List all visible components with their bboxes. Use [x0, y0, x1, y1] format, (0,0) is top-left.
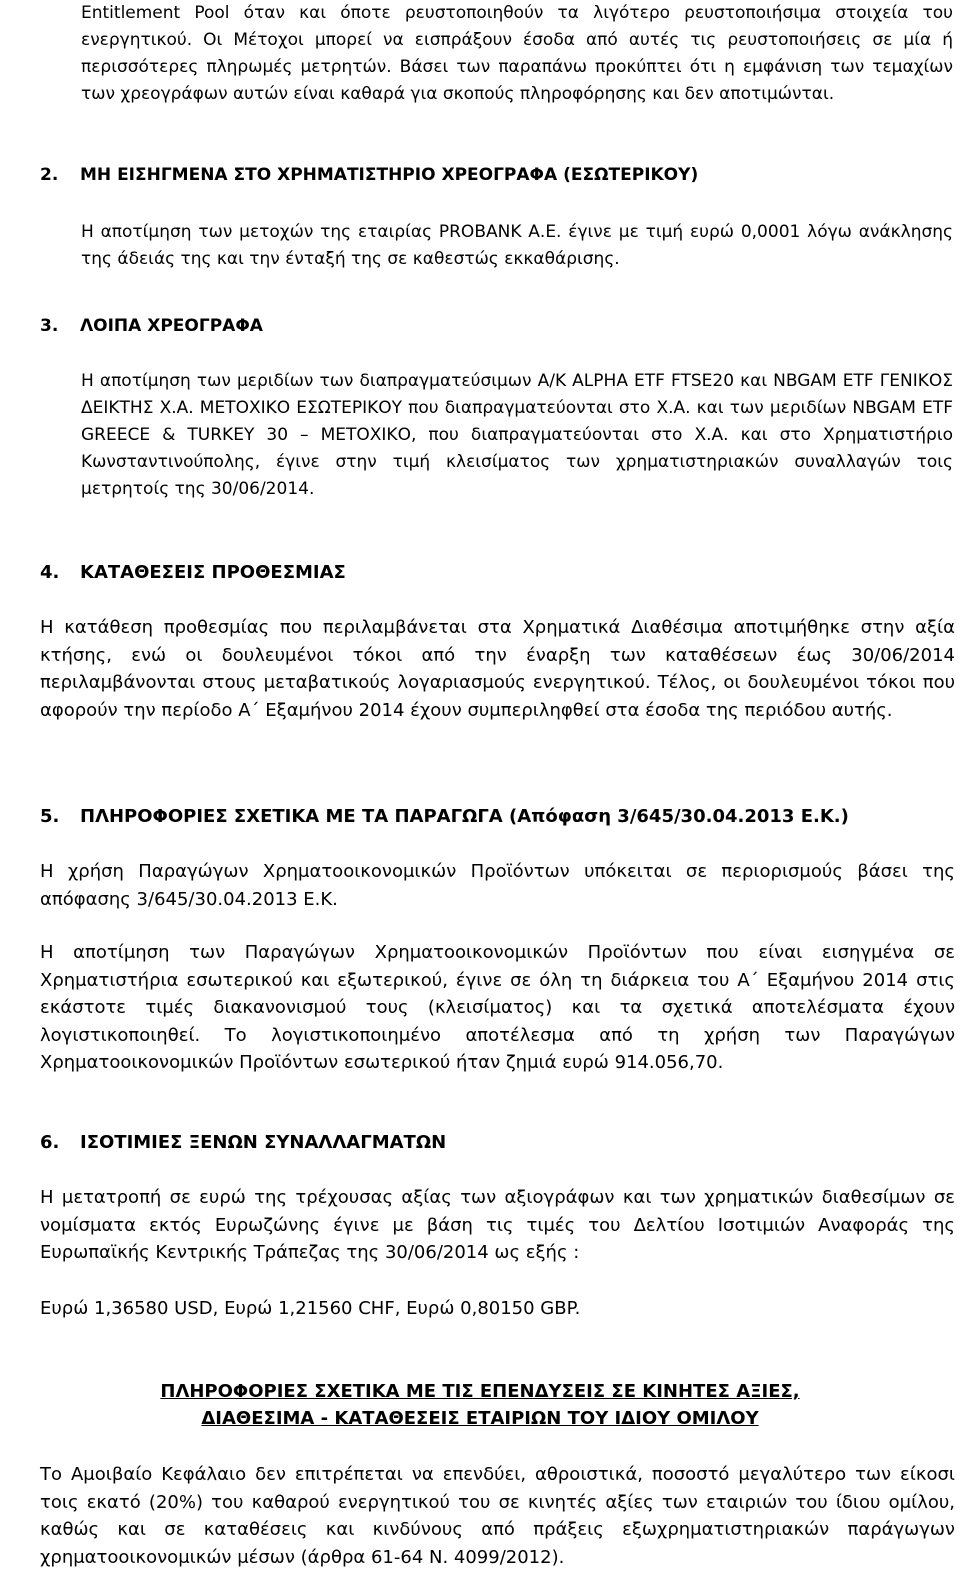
section-6-paragraph-2: Ευρώ 1,36580 USD, Ευρώ 1,21560 CHF, Ευρώ 0,80150 GBP.: [40, 1298, 581, 1319]
section-title: ΠΛΗΡΟΦΟΡΙΕΣ ΣΧΕΤΙΚΑ ΜΕ ΤΑ ΠΑΡΑΓΩΓΑ (Απόφαση 3/645/30.04.2013 Ε.Κ.): [80, 806, 849, 827]
section-title: ΜΗ ΕΙΣΗΓΜΕΝΑ ΣΤΟ ΧΡΗΜΑΤΙΣΤΗΡΙΟ ΧΡΕΟΓΡΑΦΑ (ΕΣΩΤΕΡΙΚΟΥ): [80, 165, 699, 185]
section-5-heading: [40, 803, 849, 830]
section-number: 6.: [40, 1132, 60, 1153]
section-6-paragraph-1: Η μετατροπή σε ευρώ της τρέχουσας αξίας των αξιογράφων και των χρηματικών διαθεσίμων σε νομίσματα εκτός Ευρωζώνης έγινε με βάση τις τιμές του Δελτίου Ισοτιμιών Αναφοράς της Ευρωπαϊκής Κεντρικής Τράπεζας της 30/06/2014 ως εξής :: [40, 1187, 955, 1263]
section-number: 3.: [40, 316, 59, 336]
section-title: ΚΑΤΑΘΕΣΕΙΣ ΠΡΟΘΕΣΜΙΑΣ: [80, 562, 346, 583]
section-number: 2.: [40, 165, 59, 185]
section-5-paragraph-2: Η αποτίμηση των Παραγώγων Χρηματοοικονομικών Προϊόντων που είναι εισηγμένα σε Χρηματιστήρια εσωτερικού και εξωτερικού, έγινε σε όλη τη διάρκεια του Α΄ Εξαμήνου 2014 στις εκάστοτε τιμές διακανονισμού τους (κλεισίματος) και τα σχετικά αποτελέσματα έχουν λογιστικοποιηθεί. Το λογιστικοποιημένο αποτέλεσμα από τη χρήση των Παραγώγων Χρηματοοικονομικών Προϊόντων εσωτερικού ήταν ζημιά ευρώ 914.056,70.: [40, 942, 955, 1073]
section-2-paragraph: Η αποτίμηση των μετοχών της εταιρίας PROBANK Α.Ε. έγινε με τιμή ευρώ 0,0001 λόγω ανάκλησης της άδειάς της και την ένταξή της σε καθεστώς εκκαθάρισης.: [81, 222, 953, 269]
section-3-heading: [40, 313, 263, 340]
section-6-heading: [40, 1129, 446, 1156]
section-4-heading: [40, 559, 346, 586]
section-number: 5.: [40, 806, 60, 827]
section-2-heading: [40, 162, 698, 189]
section-title: ΛΟΙΠΑ ΧΡΕΟΓΡΑΦΑ: [80, 316, 263, 336]
section-number: 4.: [40, 562, 60, 583]
closing-title-line-2: ΔΙΑΘΕΣΙΜΑ - ΚΑΤΑΘΕΣΕΙΣ ΕΤΑΙΡΙΩΝ ΤΟΥ ΙΔΙΟΥ ΟΜΙΛΟΥ: [201, 1408, 759, 1429]
section-5-paragraph-1: Η χρήση Παραγώγων Χρηματοοικονομικών Προϊόντων υπόκειται σε περιορισμούς βάσει της απόφασης 3/645/30.04.2013 Ε.Κ.: [40, 861, 955, 910]
section-3-paragraph: Η αποτίμηση των μεριδίων των διαπραγματεύσιμων Α/Κ ALPHA ETF FTSE20 και NBGAM ETF ΓΕΝΙΚΟΣ ΔΕΙΚΤΗΣ Χ.Α. ΜΕΤΟΧΙΚΟ ΕΣΩΤΕΡΙΚΟΥ που διαπραγματεύονται στο Χ.Α. και των μεριδίων NBGAM ETF GREECE & TURKEY 30 – ΜΕΤΟΧΙΚΟ, που διαπραγματεύονται στο Χ.Α. και στο Χρηματιστήριο Κωνσταντινούπολης, έγινε στην τιμή κλεισίματος των χρηματιστηριακών συναλλαγών τοις μετρητοίς της 30/06/2014.: [81, 371, 953, 499]
closing-paragraph: Το Αμοιβαίο Κεφάλαιο δεν επιτρέπεται να επενδύει, αθροιστικά, ποσοστό μεγαλύτερο των είκοσι τοις εκατό (20%) του καθαρού ενεργητικού του σε κινητές αξίες των εταιριών του ίδιου ομίλου, καθώς και σε καταθέσεις και κινδύνους από πράξεις εξωχρηματιστηριακών παράγωγων χρηματοοικονομικών μέσων (άρθρα 61-64 Ν. 4099/2012).: [40, 1464, 955, 1568]
section-4-paragraph: Η κατάθεση προθεσμίας που περιλαμβάνεται στα Χρηματικά Διαθέσιμα αποτιμήθηκε στην αξία κτήσης, ενώ οι δουλευμένοι τόκοι από την έναρξη των καταθέσεων έως 30/06/2014 περιλαμβάνονται στους μεταβατικούς λογαριασμούς ενεργητικού. Τέλος, οι δουλευμένοι τόκοι που αφορούν την περίοδο Α΄ Εξαμήνου 2014 έχουν συμπεριληφθεί στα έσοδα της περιόδου αυτής.: [40, 617, 955, 721]
closing-title-line-1: ΠΛΗΡΟΦΟΡΙΕΣ ΣΧΕΤΙΚΑ ΜΕ ΤΙΣ ΕΠΕΝΔΥΣΕΙΣ ΣΕ ΚΙΝΗΤΕΣ ΑΞΙΕΣ,: [160, 1381, 800, 1402]
intro-paragraph: Entitlement Pool όταν και όποτε ρευστοποιηθούν τα λιγότερο ρευστοποιήσιμα στοιχεία του ενεργητικού. Οι Μέτοχοι μπορεί να εισπράξουν έσοδα από αυτές τις ρευστοποιήσεις σε μία ή περισσότερες πληρωμές μετρητών. Βάσει των παραπάνω προκύπτει ότι η εμφάνιση των τεμαχίων των χρεογράφων αυτών είναι καθαρά για σκοπούς πληροφόρησης και δεν αποτιμώνται.: [81, 3, 953, 104]
section-title: ΙΣΟΤΙΜΙΕΣ ΞΕΝΩΝ ΣΥΝΑΛΛΑΓΜΑΤΩΝ: [80, 1132, 447, 1153]
